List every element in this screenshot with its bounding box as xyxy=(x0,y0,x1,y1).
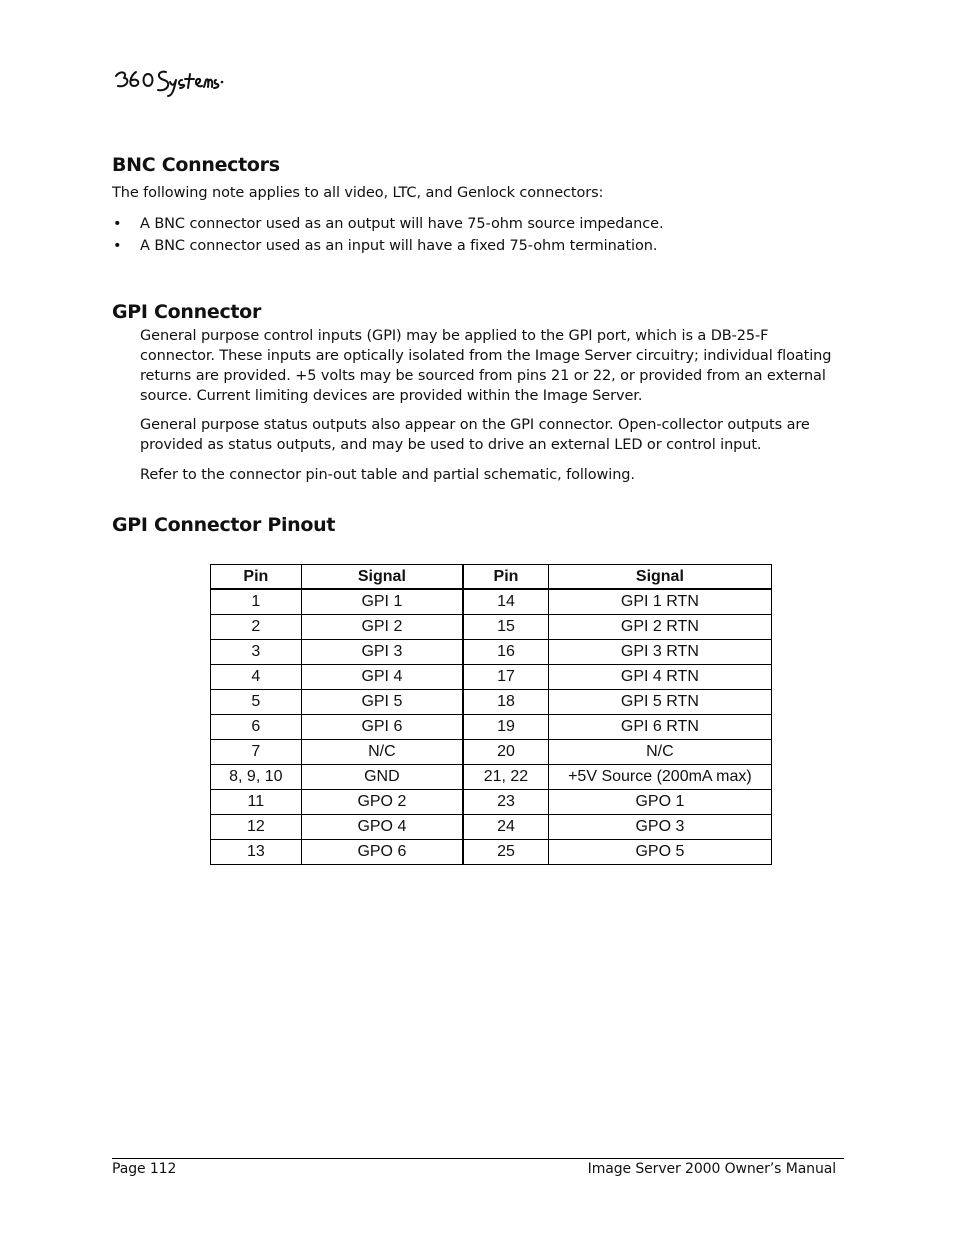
pin-cell: 17 xyxy=(463,665,548,690)
signal-cell: GPO 2 xyxy=(301,790,463,815)
pin-cell: 18 xyxy=(463,690,548,715)
footer-divider xyxy=(112,1158,844,1159)
pin-cell: 21, 22 xyxy=(463,765,548,790)
pin-cell: 13 xyxy=(211,840,302,865)
signal-cell: GPI 3 xyxy=(301,640,463,665)
signal-cell: GPO 5 xyxy=(548,840,771,865)
brand-logo xyxy=(112,64,224,98)
pinout-table xyxy=(210,564,772,865)
table-row xyxy=(211,589,772,615)
pin-cell: 12 xyxy=(211,815,302,840)
pin-cell: 3 xyxy=(211,640,302,665)
table-row xyxy=(211,815,772,840)
table-row xyxy=(211,615,772,640)
bnc-bullet-list xyxy=(112,214,663,258)
signal-cell: GPI 4 RTN xyxy=(548,665,771,690)
section-heading-gpi: GPI Connector xyxy=(112,301,262,323)
pin-cell: 1 xyxy=(211,589,302,615)
pin-cell: 11 xyxy=(211,790,302,815)
column-header-pin: Pin xyxy=(211,565,302,590)
pin-cell: 19 xyxy=(463,715,548,740)
pin-cell: 20 xyxy=(463,740,548,765)
pin-cell: 6 xyxy=(211,715,302,740)
signal-cell: GPI 6 RTN xyxy=(548,715,771,740)
section-heading-bnc: BNC Connectors xyxy=(112,154,280,176)
pin-cell: 14 xyxy=(463,589,548,615)
gpi-paragraph-1: General purpose control inputs (GPI) may be applied to the GPI port, which is a DB-25-F connector. These inputs are optically isolated from the Image Server circuitry; individual floating returns are provided. +5 volts may be sourced from pins 21 or 22, or provided from an external source. Current limiting devices are provided within the Image Server. xyxy=(140,328,832,404)
signal-cell: GPI 3 RTN xyxy=(548,640,771,665)
table-row xyxy=(211,690,772,715)
brand-logo-script-icon xyxy=(112,64,224,98)
table-row xyxy=(211,840,772,865)
signal-cell: GPI 1 RTN xyxy=(548,589,771,615)
column-header-pin: Pin xyxy=(463,565,548,590)
pin-cell: 16 xyxy=(463,640,548,665)
pin-cell: 7 xyxy=(211,740,302,765)
signal-cell: N/C xyxy=(548,740,771,765)
signal-cell: +5V Source (200mA max) xyxy=(548,765,771,790)
table-row xyxy=(211,740,772,765)
column-header-signal: Signal xyxy=(301,565,463,590)
signal-cell: GPI 1 xyxy=(301,589,463,615)
pin-cell: 5 xyxy=(211,690,302,715)
signal-cell: GPI 2 xyxy=(301,615,463,640)
pin-cell: 8, 9, 10 xyxy=(211,765,302,790)
signal-cell: GPI 5 RTN xyxy=(548,690,771,715)
bullet-icon: • xyxy=(113,216,122,232)
signal-cell: GPO 3 xyxy=(548,815,771,840)
table-row xyxy=(211,665,772,690)
column-header-signal: Signal xyxy=(548,565,771,590)
footer-page-number: Page 112 xyxy=(112,1161,177,1177)
table-row xyxy=(211,790,772,815)
gpi-paragraph-3: Refer to the connector pin-out table and partial schematic, following. xyxy=(140,467,635,483)
pin-cell: 15 xyxy=(463,615,548,640)
signal-cell: GPO 4 xyxy=(301,815,463,840)
signal-cell: GND xyxy=(301,765,463,790)
signal-cell: GPI 4 xyxy=(301,665,463,690)
signal-cell: GPO 6 xyxy=(301,840,463,865)
signal-cell: GPI 5 xyxy=(301,690,463,715)
signal-cell: GPI 6 xyxy=(301,715,463,740)
table-row xyxy=(211,715,772,740)
pin-cell: 25 xyxy=(463,840,548,865)
pinout-table-body xyxy=(211,589,772,865)
pin-cell: 24 xyxy=(463,815,548,840)
table-row xyxy=(211,765,772,790)
pin-cell: 4 xyxy=(211,665,302,690)
signal-cell: N/C xyxy=(301,740,463,765)
table-row xyxy=(211,640,772,665)
signal-cell: GPI 2 RTN xyxy=(548,615,771,640)
list-item: • A BNC connector used as an output will have 75-ohm source impedance. xyxy=(113,216,664,232)
table-header-row xyxy=(211,565,772,590)
pin-cell: 23 xyxy=(463,790,548,815)
gpi-paragraph-2: General purpose status outputs also appear on the GPI connector. Open-collector outputs are provided as status outputs, and may be used to drive an external LED or control input. xyxy=(140,417,810,453)
bullet-icon: • xyxy=(113,238,122,254)
list-item: • A BNC connector used as an input will have a fixed 75-ohm termination. xyxy=(113,238,658,254)
section-heading-pinout: GPI Connector Pinout xyxy=(112,514,336,536)
footer-manual-title: Image Server 2000 Owner’s Manual xyxy=(587,1161,836,1177)
bnc-intro: The following note applies to all video, LTC, and Genlock connectors: xyxy=(112,185,604,201)
pin-cell: 2 xyxy=(211,615,302,640)
signal-cell: GPO 1 xyxy=(548,790,771,815)
